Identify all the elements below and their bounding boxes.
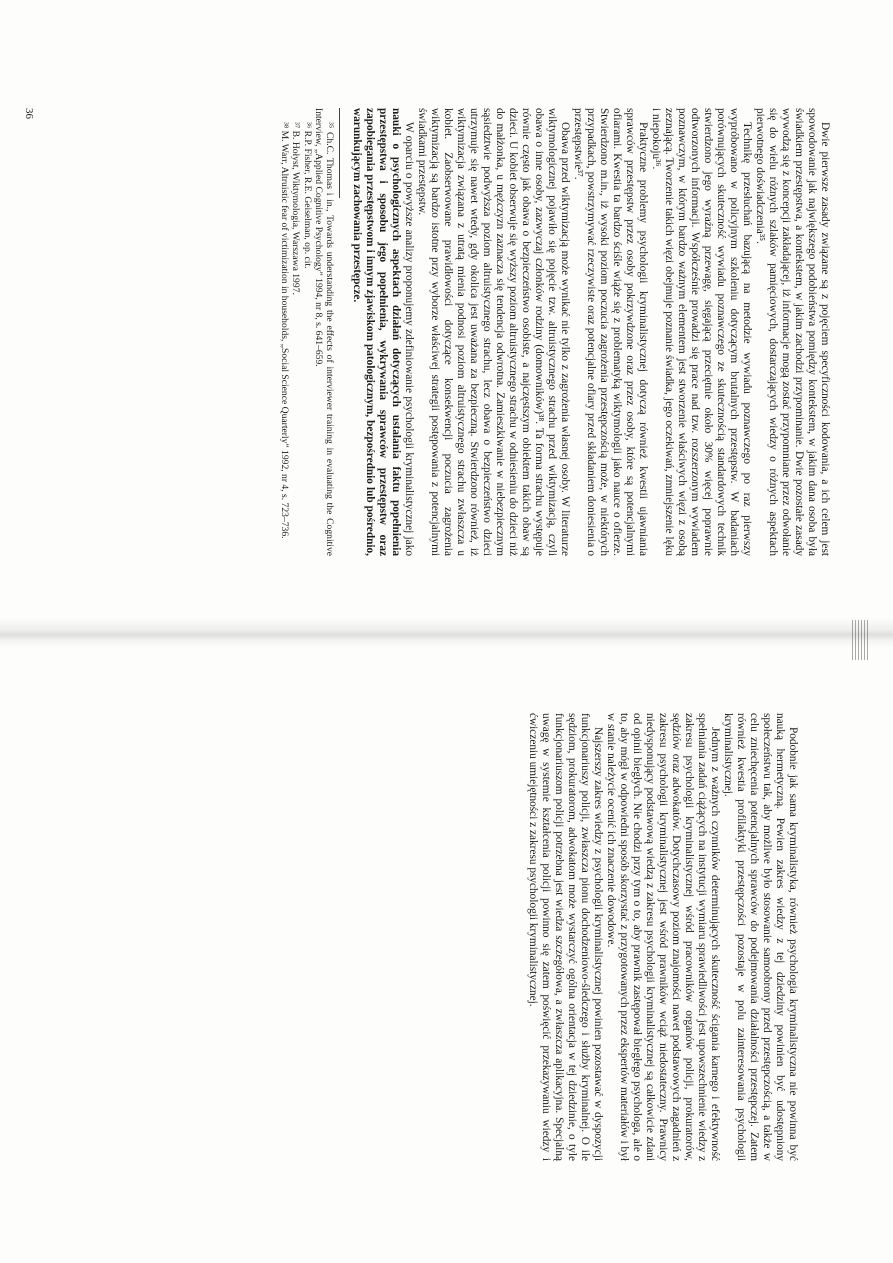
left-page	[0, 0, 893, 620]
paragraph: Obawa przed wiktymizacją może wynikać nie tylko z zagrożenia własnej osoby. W literaturze wiktymologicznej pojawiło się pojęcie tzw. altruistycznego strachu przed wiktymizacją, czyli obawa o inne osoby, zazwyczaj członków rodziny (domowników)³⁸. Ta forma strachu występuje równie często jak obawa o bezpieczeństwo osobiste, a najczęstszym obiektem takich obaw są dzieci. U kobiet obserwuje się wyższy poziom altruistycznego strachu w odniesieniu do dzieci niż do małżonka, u mężczyzn zaznacza się tendencja odwrotna. Zamieszkiwanie w niebezpiecznym sąsiedztwie podwyższa poziom altruistycznego strachu, lecz obawa o bezpieczeństwo dzieci utrzymuje się nawet wtedy, gdy okolica jest uważana za bezpieczną. Stwierdzono również, iż wiktymizacja związana z utratą mienia podnosi poziom altruistycznego strachu zwłaszcza u kobiet. Zaobserwowane prawidłowości dotyczące konsekwencji poczucia zagrożenia wiktymizacją są bardzo istotne przy wyborze właściwej strategii postępowania z potencjalnymi świadkami przestępstw.	[416, 108, 571, 556]
footnote: ³⁵ Ch.C. Thomas i in., Towards understanding the effects of interviewer training in evaluating the Cognitive Interview, „Applied Cognitive Psychology” 1994, nr 8, s. 641–659.	[312, 108, 335, 556]
footnote: ³⁷ B. Hołyst, Wiktymologia, Warszawa 1997.	[290, 122, 302, 295]
definition-paragraph	[350, 108, 415, 556]
left-page-text	[279, 108, 831, 556]
footnote-rule	[339, 108, 340, 198]
paragraph: Dwie pierwsze zasady związane są z pojęciem specyficzności kodowania, a ich celem jest spowodowanie jak największego podobieństwa pomiędzy kontekstem, w jakim dana osoba była świadkiem przestępstwa, a kontekstem, w jakim zachodzi przypominanie. Dwie pozostałe zasady wywodzą się z koncepcji zakładającej, iż informacje mogą zostać przypomniane przez odwołanie się do wielu różnych szlaków pamięciowych, dostarczających wiedzy o różnych aspektach pierwotnego doświadczenia³⁵.	[754, 108, 831, 556]
definition-bold: nauki o psychologicznych aspektach działań dotyczących ustalania faktu popełnienia przestępstwa i sposobu jego popełnienia, wykrywania sprawców przestępstw oraz zapobiegania przestępstwom i innym zjawiskom patologicznym, bezpośrednio lub pośrednio, warunkującym zachowania przestępcze.	[351, 108, 402, 556]
paragraph: Praktyczne problemy psychologii kryminalistycznej dotyczą również kwestii ujawniania sprawców przestępstw przez osoby pokrzywdzone oraz przez osoby, które są potencjalnymi ofiarami. Kwestia ta bardzo ściśle wiąże się z problematyką wiktymologii jako nauce o ofierze. Stwierdzono m.in., iż wysoki poziom poczucia zagrożenia przestępczością może, w niektórych przypadkach, powstrzymywać rzeczywiste oraz potencjalne ofiary przed składaniem doniesienia o przestępstwie³⁷.	[572, 108, 649, 556]
paragraph: Najszerszy zakres wiedzy z psychologii kryminalistycznej powinien pozostawać w dyspozycji funkcjonariuszy policji, zwłaszcza pionu dochodzeniowo-śledczego i służby kryminalnej. O ile sędziom, prokuratorom, adwokatom może wystarczyć ogólna orientacja w tej dziedzinie, o tyle funkcjonariuszom policji potrzebna jest wiedza szczegółowa, a zwłaszcza aplikacyjna. Specjalną uwagę w systemie kształcenia policji powinno się zatem poświęcić przekazywaniu wiedzy i ćwiczeniu umiejętności z zakresu psychologii kryminalistycznej.	[527, 713, 604, 1161]
right-page-text	[526, 713, 799, 1161]
definition-lead: W oparciu o powyższe analizy proponujemy zdefiniowanie psychologii kryminalistycznej jako	[403, 122, 415, 556]
paragraph: Technikę przesłuchań bazującą na metodzie wywiadu poznawczego po raz pierwszy wypróbowano w policyjnym szkoleniu dotyczącym brutalnych przestępstw. W badaniach porównujących skuteczność wywiadu poznawczego ze skutecznością standardowych technik stwierdzono jego wyraźną przewagę, sięgającą przeciętnie około 30% więcej poprawnie odtworzonych informacji. Współcześnie prowadzi się prace nad tzw. rozszerzonym wywiadem poznawczym, w którym bardzo ważnym elementem jest stworzenie właściwych więzi z osobą zeznającą. Tworzenie takich więzi obejmuje poznanie świadka, jego oczekiwań, zmniejszenie lęku i niepokoju³⁶.	[650, 108, 753, 556]
paragraph: Jednym z ważnych czynników determinujących skuteczność ścigania karnego i efektywność spełniania zadań ciążących na instytucji wymiaru sprawiedliwości jest upowszechnienie wiedzy z zakresu psychologii kryminalistycznej wśród pracowników organów policji, prokuratorów, sędziów oraz adwokatów. Dotychczasowy poziom znajomości nawet podstawowych zagadnień z zakresu psychologii kryminalistycznej jest wśród prawników wciąż niedostateczny. Prawnicy niedysponujący podstawową wiedzą z zakresu psychologii kryminalistycznej są całkowicie zdani od opinii biegłych. Nie chodzi przy tym o to, aby prawnik zastępował biegłego psychologa, ale o to, aby mógł w odpowiedni sposób skorzystać z przygotowanych przez ekspertów materiałów i był w stanie należycie ocenić ich znaczenie dowodowe.	[605, 713, 721, 1161]
right-page	[0, 643, 893, 1263]
paragraph: Podobnie jak sama kryminalistyka, również psychologia kryminalistyczna nie powinna być nauką hermetyczną. Pewien zakres wiedzy z tej dziedziny powinien być udostępniony społeczeństwu tak, aby możliwe było stosowanie samoobrony przed przestępczością, a także w celu zniechęcenia potencjalnych sprawców do podejmowania działalności przestępczej. Zatem również kwestia profilaktyki przestępczości pozostaje w polu zainteresowania psychologii kryminalistycznej.	[722, 713, 799, 1161]
footnote: ³⁶ R.P. Fisher, R.E. Geiselman, op. cit.	[301, 122, 313, 269]
page-number: 36	[23, 108, 35, 119]
footnote: ³⁸ M. Warr, Altruistic fear of victimization in households, „Social Science Quarterly” 1992, nr 4, s. 723–736.	[279, 122, 291, 539]
